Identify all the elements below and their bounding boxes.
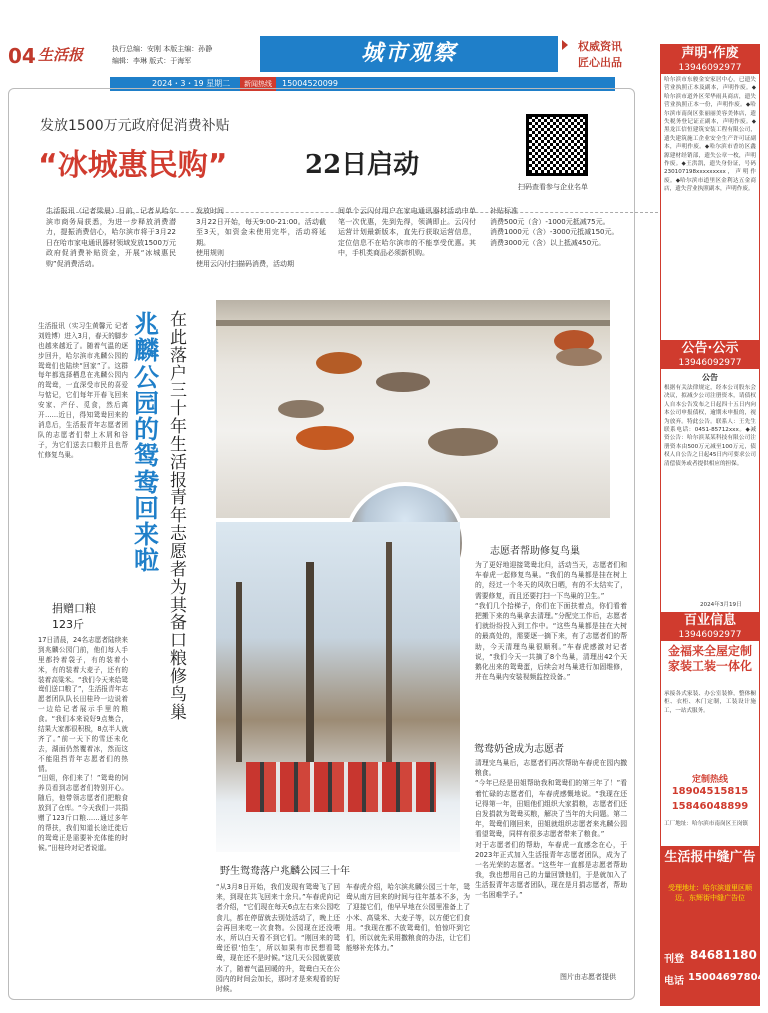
section-notice: 声明·作废 [661, 45, 759, 63]
announce-date: 2024年3月19日 [700, 602, 742, 608]
article1-headline-tail: 22日启动 [305, 150, 420, 180]
ad-phone-label: 定制热线 [691, 775, 728, 785]
hotline-label: 新闻热线 [244, 80, 272, 88]
hotline-number: 15004520099 [282, 79, 338, 88]
margin-ad-tel-label: 刊登 [664, 954, 684, 965]
paper-name: 生活报 [38, 46, 84, 64]
article1-col3: 间单个云闪付用户在家电通讯器材活动中单笔一次优惠，先到先得，领满即止。云闪付运营计划最新版本，直先行获取运营信息，定位信息不在哈尔滨市的不能享受优惠。其中，手机类商品必须新机购。 [338, 207, 476, 257]
announce-phone: 13946092977 [661, 358, 759, 369]
ad-title: 金福来全屋定制家装工装一体化 [667, 644, 752, 673]
qr-code-icon[interactable] [526, 114, 588, 176]
bottom-col1: “从3月8日开始，我们发现有鸳鸯飞了回来，到现在共飞回来十余只。”车春虎向记者介绍，“它们现在每天6点左右来公园吃食儿，都在停留就去别处活动了，晚上还会再回来吃一次食物。公园现在还没喂水，所以白天看不到它们。“刚回来的鸳鸯还很‘怕生’，所以如果有市民想看鸳鸯，现在还不是时候。”这几天公园就要放水了，随着气温回暖的升，鸳鸯白天在公园内的时间会加长，那时才是来观看的好时候。 [216, 883, 340, 993]
margin-ad-text: 受理地址：哈尔滨道里区顺迈，东辉街中缝广告位 [668, 884, 752, 902]
article1-headline-quote: “冰城惠民购” [38, 148, 228, 183]
margin-ad-tel[interactable]: 84681180 [690, 948, 757, 962]
notices-text: 哈尔滨市东骏金安家居中心，已遗失营业执照正本及副本，声明作废。◆哈尔滨市道外区荣华雨具商店，遗失营业执照正本一份，声明作废。◆哈尔滨市南岗区张丽丽美容美体店，遗失税务登记证正副本，声明作废。◆黑龙江信恒建筑安装工程有限公司，遗失建筑施工企业安全生产许可证副本，声明作废。◆哈尔滨市香坊区鑫源建材经销部，遗失公章一枚，声明作废。◆王洪凯，遗失身份证，号码230107198xxxxxxxxx，声明作废。◆哈尔滨市道里区金利达五金商店，遗失营业执照副本，声明作废。 [664, 77, 756, 193]
article1-col1: 生活报讯（记者梁晨）日前，记者从哈尔滨市商务局获悉，为进一步释放消费潜力，提振消费信心，哈尔滨市将于3月22日在哈市家电通讯器材领域发放1500万元政府促消费补贴资金，开展“冰城惠民购”促消费活动。 [46, 207, 176, 268]
article2-headline: 兆麟公园的鸳鸯回来啦 [134, 310, 160, 576]
staff-line-2: 编辑：李琳 版式：于海军 [112, 57, 192, 65]
page-number: 04 [8, 44, 36, 68]
announce-title: 公告 [702, 373, 718, 382]
bottom-col2: 车春虎介绍，哈尔滨兆麟公园三十年，鸳鸯从南方回来的时间与往年基本不多，为了迎接它们，他早早地在公园里准备上了小米、高粱米、大麦子等，以方便它们食用。“我现在都不放鸳鸯们，怕惊吓到它们，所以就先采用撒粮食的办法，让它们能够补充体力。” [346, 883, 470, 953]
section3-title: 鸳鸯奶爸成为志愿者 [474, 744, 564, 755]
margin-ad-phone-label: 电话 [664, 976, 684, 987]
margin-ad-phone[interactable]: 15004697804 [688, 972, 765, 983]
ad-phone-1[interactable]: 18904515815 [671, 786, 749, 797]
section1-text: 17日清晨，24名志愿者陆续来到兆麟公园门前，他们每人手里都拎着袋子，有的装着小米，有的装着大麦子，还有的装着高粱米。“我们今天来给鸳鸯们送口粮了”，生活报青年志愿者团队队长田桂玲一边说着一边给记者展示手里的粮食。“我们本来说好9点集合，结果大家都很积极，8点半人就齐了。”前一天下的雪还未化去，湖面仍然覆着冰，然而这不能阻挡青年志愿者们的热情。 “田姐，你们来了！”鸳鸯的饲养员看到志愿者们特别开心。随后，他带领志愿者们把粮食放到了仓库。“今天我们一共捐赠了123斤口粮……通过多年的帮扶，我们知道长途迁徙后的鸳鸯正是需要补充体能的时候。”田桂玲对记者说道。 [38, 636, 128, 852]
ad-address: 工厂地址：哈尔滨市南岗区王岗镇 [664, 821, 748, 827]
article2-subheadline: 在此落户三十年 生活报青年志愿者为其备口粮修鸟巢 [170, 310, 187, 723]
section1-title: 捐赠口粮 123斤 [52, 602, 96, 631]
section-business: 百业信息 [661, 612, 759, 630]
article1-col2: 发放时间 3月22日开始，每天9:00-21:00。活动截至3天，如资金未使用完毕，活动将延期。 使用规则 使用云闪付扫描码消费，活动期 [196, 207, 326, 268]
slogan-2: 匠心出品 [578, 56, 622, 69]
section3-text: 清理完鸟巢后，志愿者们再次帮助车春虎在园内撒粮食。 “今年已经是田姐帮助我和鸳鸯们的第三年了！”看着忙碌的志愿者们，车春虎感慨地说。“我现在还记得第一年，田姐他们组织大家捐粮，志愿者们还自发捐款为鸳鸯买粮，解决了当年的大问题。第二年，鸳鸯们刚回来，田姐就组织志愿者来兆麟公园看望鸳鸯，同样有很多志愿者带来了粮食。” 对于志愿者们的帮助，车春虎一直感念在心，于2023年正式加入生活报青年志愿者团队，成为了一名光荣的志愿者。“这些年一直都是志愿者帮助我，我也想用自己的力量回馈他们，于是就加入了生活报青年志愿者团队，现在是月捐志愿者，帮助一名困难学子。” [475, 759, 627, 900]
business-phone: 13946092977 [661, 630, 759, 641]
margin-ad-title: 生活报中缝广告 [664, 850, 756, 865]
staff-line-1: 执行总编：安刚 本版主编：孙静 [112, 45, 213, 53]
section2-text: 为了更好地迎接鸳鸯北归，活动当天，志愿者们和车春虎一起修复鸟巢。“我们的鸟巢都是挂在树上的，经过一个冬天的风吹日晒，有的不太结实了，需要修复，而且还要打扫一下鸟巢的卫生。” “我们几个拾梯子，你们在下面扶着点，你们看着把搬下来的鸟巢拿去清理。”分配完工作后，志愿者们就纷纷投入到工作中。“这些鸟巢都是挂在大树的最高处的，需要逐一摘下来，有了志愿者们的帮助，今天清理鸟巢很顺利。”车春虎感激对记者说，“我们今天一共摘了8个鸟巢，清理出42个天鹅化出来的鸳鸯蛋，后续会对鸟巢进行加固维修，并在鸟巢内安装视频监控设备。” [475, 561, 627, 682]
announce-text: 根据有关法律规定，经本公司股东会决议，拟减少公司注册资本，请债权人自本公告发布之日起四十五日内向本公司申报债权，逾期未申报的，视为放弃。特此公告。联系人：王先生 联系电话：0451-85712xxx。◆减资公告：哈尔滨某某科技有限公司注册资本由500万元减至100万元，债权人自公告之日起45日内可要求公司清偿债务或者提供相应的担保。 [664, 385, 756, 467]
ad-phone-2[interactable]: 15846048899 [671, 801, 749, 812]
qr-caption: 扫码查看参与企业名单 [518, 183, 588, 191]
arrow-icon [562, 40, 572, 50]
section2-title: 志愿者帮助修复鸟巢 [490, 546, 580, 557]
issue-date: 2024・3・19 星期二 [152, 79, 231, 88]
main-photo-caption: 野生鸳鸯落户兆麟公园三十年 [220, 866, 350, 877]
article1-subtitle: 发放1500万元政府促消费补贴 [40, 118, 230, 134]
notice-phone: 13946092977 [661, 63, 759, 74]
article2-intro: 生活报讯（实习生黄馨元 记者刘姓博）进入3月，春天的脚步也越来越近了。随着气温的逐步回升，哈尔滨市兆麟公园的鸳鸯们也陆续“回家”了。这群每年都选择栖息在兆麟公园内的鸳鸯，一直深受市民的喜爱与惦记，它们每年开春飞回来安家、产仔、觅食，然后离开……近日，得知鸳鸯回来的消息后，生活报青年志愿者团队的志愿者们带上木屑和谷子，为它们送去口粮并且也帮忙修复鸟巢。 [38, 322, 128, 459]
article1-col4: 补贴标准 消费500元（含）-1000元抵减75元。 消费1000元（含）-3000元抵减150元。 消费3000元（含）以上抵减450元。 [490, 207, 619, 247]
slogan-1: 权威资讯 [578, 40, 622, 53]
ad-text: 承接各式家装、办公室装修，整体橱柜、衣柜、木门定制，工装设计施工，一站式服务。 [664, 691, 756, 714]
section-announce: 公告·公示 [661, 340, 759, 358]
section-banner: 城市观察 [260, 36, 558, 72]
photo-credit: 图片由志愿者提供 [560, 973, 616, 981]
group-photo [216, 522, 460, 852]
